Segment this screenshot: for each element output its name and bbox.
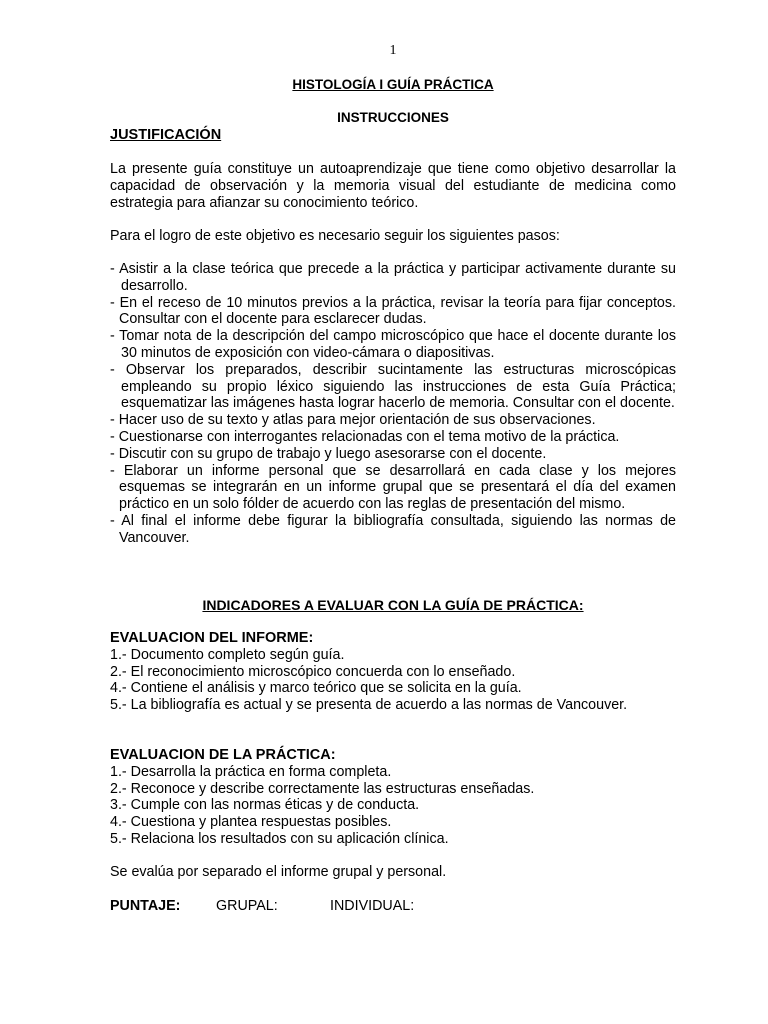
list-item: - Tomar nota de la descripción del campo microscópico que hace el docente durante los 30 minutos de exposición con video-cámara o diapositivas. <box>110 328 676 361</box>
list-item: - Elaborar un informe personal que se desarrollará en cada clase y los mejores esquemas se integrarán en un informe grupal que se presentará el día del examen práctico en un solo fólder de acuerdo con las reglas de presentación del mismo. <box>110 462 676 513</box>
list-item: 2.- Reconoce y describe correctamente las estructuras enseñadas. <box>110 780 535 797</box>
score-group-label: GRUPAL: <box>216 898 278 914</box>
list-item: - Hacer uso de su texto y atlas para mejor orientación de sus observaciones. <box>110 412 596 429</box>
page-number: 1 <box>389 43 397 58</box>
list-item: 2.- El reconocimiento microscópico concuerda con lo enseñado. <box>110 663 516 680</box>
justification-heading: JUSTIFICACIÓN <box>110 127 222 143</box>
instructions-heading: INSTRUCCIONES <box>337 110 449 125</box>
indicators-heading: INDICADORES A EVALUAR CON LA GUÍA DE PRÁCTICA: <box>202 597 584 613</box>
practice-evaluation-section <box>110 747 676 848</box>
intro-paragraph: La presente guía constituye un autoaprendizaje que tiene como objetivo desarrollar la capacidad de observación y la memoria visual del estudiante de medicina como estrategia para afianzar su conocimiento teórico. <box>110 161 676 211</box>
evaluation-note: Se evalúa por separado el informe grupal y personal. <box>110 864 447 880</box>
list-item: - Observar los preparados, describir sucintamente las estructuras microscópicas empleando su propio léxico siguiendo las instrucciones de esta Guía Práctica; esquematizar las imágenes hasta lograr hacerlo de memoria. Consultar con el docente. <box>110 361 676 412</box>
report-evaluation-heading: EVALUACION DEL INFORME: <box>110 630 314 646</box>
list-item: - En el receso de 10 minutos previos a la práctica, revisar la teoría para fijar conceptos. Consultar con el docente para esclarecer dudas. <box>110 294 676 328</box>
list-item: 4.- Cuestiona y plantea respuestas posibles. <box>110 814 392 831</box>
list-item: - Cuestionarse con interrogantes relacionadas con el tema motivo de la práctica. <box>110 428 620 445</box>
list-item: - Asistir a la clase teórica que precede a la práctica y participar activamente durante su desarrollo. <box>110 261 676 294</box>
steps-list <box>110 261 676 547</box>
score-label: PUNTAJE: <box>110 898 181 914</box>
list-item: 3.- Cumple con las normas éticas y de conducta. <box>110 797 420 814</box>
list-item: 5.- Relaciona los resultados con su aplicación clínica. <box>110 830 449 847</box>
list-item: 1.- Desarrolla la práctica en forma completa. <box>110 763 392 780</box>
report-evaluation-section <box>110 630 676 714</box>
practice-evaluation-list <box>110 764 676 848</box>
practice-evaluation-heading: EVALUACION DE LA PRÁCTICA: <box>110 747 336 763</box>
steps-intro-paragraph: Para el logro de este objetivo es necesario seguir los siguientes pasos: <box>110 228 560 244</box>
document-title: HISTOLOGÍA I GUÍA PRÁCTICA <box>292 77 494 92</box>
score-row <box>110 898 676 915</box>
list-item: 4.- Contiene el análisis y marco teórico que se solicita en la guía. <box>110 680 522 697</box>
list-item: 5.- La bibliografía es actual y se presenta de acuerdo a las normas de Vancouver. <box>110 697 628 714</box>
report-evaluation-list <box>110 647 676 714</box>
list-item: 1.- Documento completo según guía. <box>110 646 345 663</box>
score-individual-label: INDIVIDUAL: <box>330 898 415 914</box>
list-item: - Al final el informe debe figurar la bibliografía consultada, siguiendo las normas de Vancouver. <box>110 512 676 546</box>
list-item: - Discutir con su grupo de trabajo y luego asesorarse con el docente. <box>110 445 547 462</box>
